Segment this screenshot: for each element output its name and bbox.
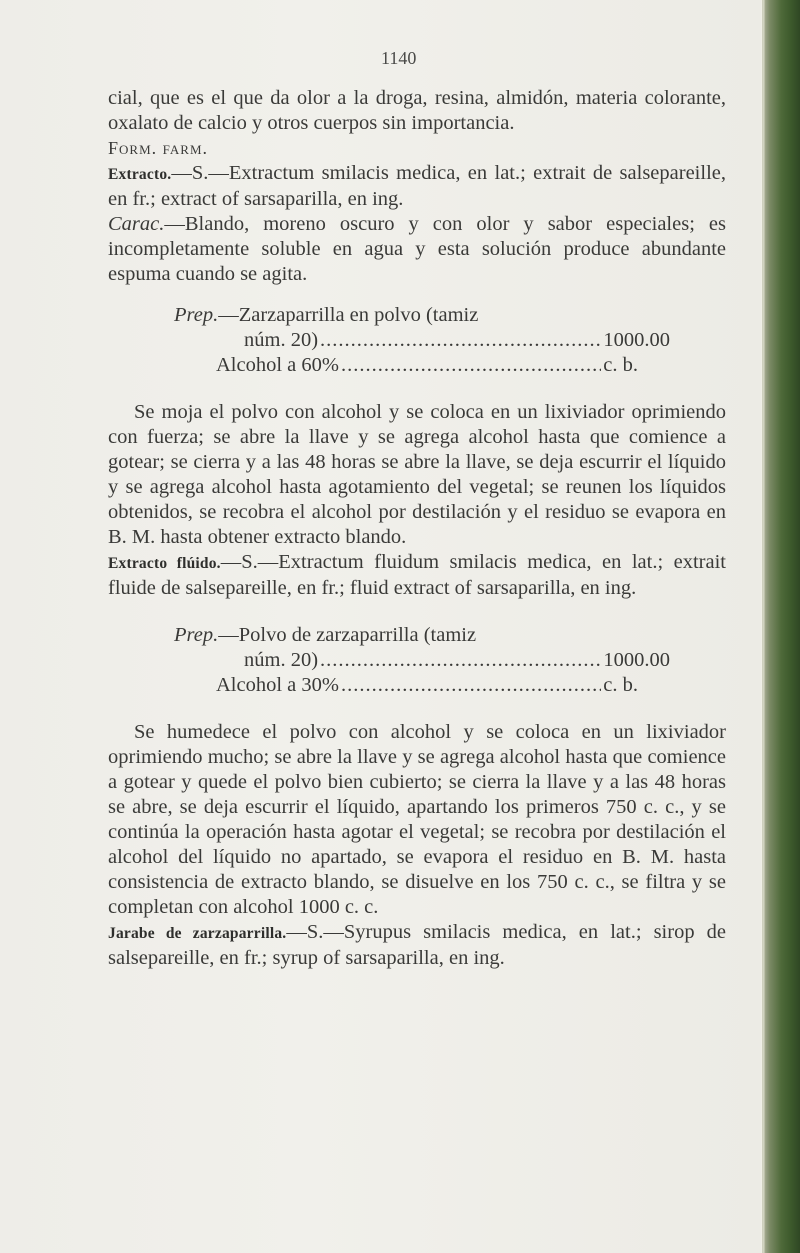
recipe-ingredient: núm. 20) xyxy=(244,649,319,671)
page-text xyxy=(108,86,726,971)
book-edge-highlight xyxy=(760,0,766,1253)
entry-heading-extracto: Extracto. xyxy=(108,166,172,183)
entry-text-fluido: —S.—Extractum fluidum smilacis medica, en lat.; extrait fluide de salsepareille, en fr.; fluid extract of sarsaparilla, en ing. xyxy=(108,551,726,599)
entry-heading-jarabe: Jarabe de zarzaparrilla. xyxy=(108,925,287,942)
recipe-amount: 1000.00 xyxy=(603,649,670,671)
prep-text: —Polvo de zarzaparrilla (tamiz xyxy=(218,624,477,646)
leader-dots xyxy=(320,328,601,353)
page-number: 1140 xyxy=(381,48,417,68)
prep-label: Prep. xyxy=(174,624,219,646)
recipe-row xyxy=(108,328,726,353)
paragraph-continuation: cial, que es el que da olor a la droga, resina, almidón, materia colorante, oxalato de calcio y otros cuerpos sin importancia. xyxy=(108,87,726,134)
leader-dots xyxy=(320,648,601,673)
form-farm-label: Form. farm. xyxy=(108,138,209,158)
entry-fluido xyxy=(108,550,726,601)
paragraph-procedure-2: Se humedece el polvo con alcohol y se coloca en un lixiviador oprimiendo mucho; se abre la llave y se agrega alcohol hasta que comience a gotear y quede el polvo bien cubierto; se cierra la llave y a las 48 horas se abre, se deja escurrir el líquido, apartando los primeros 750 c. c., y se continúa la operación hasta agotar el vegetal; se recobra por destilación el alcohol del líquido no apartado, se evapora el residuo en B. M. hasta consistencia de extracto blando, se disuelve en los 750 c. c., se filtra y se completan con alcohol 1000 c. c. xyxy=(108,721,726,918)
entry-text-extracto: —S.—Extractum smilacis medica, en lat.; extrait de salsepareille, en fr.; extract of sarsaparilla, en ing. xyxy=(108,162,726,210)
section-label-form-farm xyxy=(108,136,726,161)
recipe-amount: c. b. xyxy=(603,674,638,696)
entry-jarabe xyxy=(108,920,726,971)
leader-dots xyxy=(341,353,601,378)
recipe-row xyxy=(108,673,726,698)
entry-carac xyxy=(108,212,726,287)
carac-text: —Blando, moreno oscuro y con olor y sabor especiales; es incompletamente soluble en agua y esta solución produce abundante espuma cuando se agita. xyxy=(108,213,726,285)
recipe-fluido xyxy=(108,623,726,698)
recipe-ingredient: núm. 20) xyxy=(244,329,319,351)
book-edge xyxy=(762,0,800,1253)
recipe-ingredient: Alcohol a 30% xyxy=(216,674,339,696)
prep-text: —Zarzaparrilla en polvo (tamiz xyxy=(218,304,479,326)
entry-text-jarabe: —S.—Syrupus smilacis medica, en lat.; sirop de salsepareille, en fr.; syrup of sarsaparilla, en ing. xyxy=(108,921,726,969)
prep-line xyxy=(108,303,726,328)
prep-label: Prep. xyxy=(174,304,219,326)
entry-extracto xyxy=(108,161,726,212)
paragraph-procedure-1: Se moja el polvo con alcohol y se coloca en un lixiviador oprimiendo con fuerza; se abre la llave y se agrega alcohol hasta que comience a gotear; se cierra y a las 48 horas se abre la llave, se deja escurrir el líquido y se agrega alcohol hasta agotamiento del vegetal; se reunen los líquidos obtenidos, se recobra el alcohol por destilación y el residuo se evapora en B. M. hasta obtener extracto blando. xyxy=(108,401,726,548)
leader-dots xyxy=(341,673,601,698)
recipe-amount: c. b. xyxy=(603,354,638,376)
recipe-amount: 1000.00 xyxy=(603,329,670,351)
prep-line xyxy=(108,623,726,648)
entry-heading-fluido: Extracto flúido. xyxy=(108,555,221,572)
recipe-ingredient: Alcohol a 60% xyxy=(216,354,339,376)
recipe-row xyxy=(108,353,726,378)
recipe-extracto xyxy=(108,303,726,378)
carac-label: Carac. xyxy=(108,213,165,235)
recipe-row xyxy=(108,648,726,673)
